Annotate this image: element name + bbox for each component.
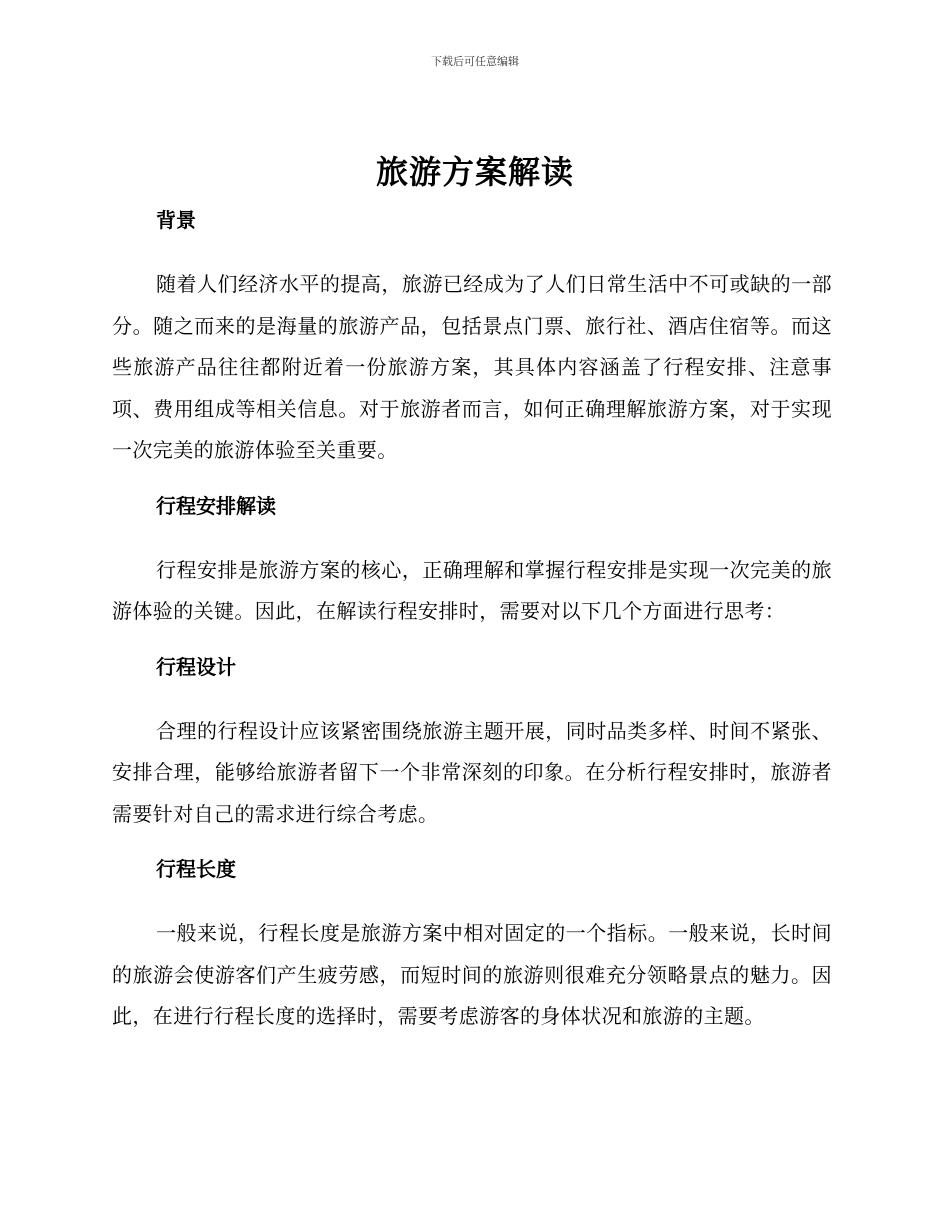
document-title: 旅游方案解读 (375, 153, 574, 191)
section-paragraph: 合理的行程设计应该紧密围绕旅游主题开展，同时品类多样、时间不紧张、安排合理，能够给旅游者留下一个非常深刻的印象。在分析行程安排时，旅游者需要针对自己的需求进行综合考虑。 (112, 718, 832, 826)
section-itinerary-interpretation (112, 482, 832, 643)
section-heading: 行程长度 (156, 857, 236, 881)
section-paragraph: 一般来说，行程长度是旅游方案中相对固定的一个指标。一般来说，长时间的旅游会使游客们产生疲劳感，而短时间的旅游则很难充分领略景点的魅力。因此，在进行行程长度的选择时，需要考虑游客的身体状况和旅游的主题。 (112, 921, 832, 1028)
section-heading: 行程安排解读 (156, 493, 276, 518)
section-itinerary-length (112, 845, 832, 1038)
section-paragraph: 随着人们经济水平的提高，旅游已经成为了人们日常生活中不可或缺的一部分。随之而来的是海量的旅游产品，包括景点门票、旅行社、酒店住宿等。而这些旅游产品往往都附近着一份旅游方案，其具体内容涵盖了行程安排、注意事项、费用组成等相关信息。对于旅游者而言，如何正确理解旅游方案，对于实现一次完美的旅游体验至关重要。 (112, 272, 832, 462)
section-background (112, 196, 832, 482)
section-paragraph: 行程安排是旅游方案的核心，正确理解和掌握行程安排是实现一次完美的旅游体验的关键。因此，在解读行程安排时，需要对以下几个方面进行思考： (112, 557, 832, 623)
header-note: 下载后可任意编辑 (431, 55, 519, 68)
section-heading: 背景 (156, 208, 196, 232)
section-heading: 行程设计 (156, 654, 236, 679)
document-body (112, 196, 832, 1038)
section-itinerary-design (112, 643, 832, 846)
